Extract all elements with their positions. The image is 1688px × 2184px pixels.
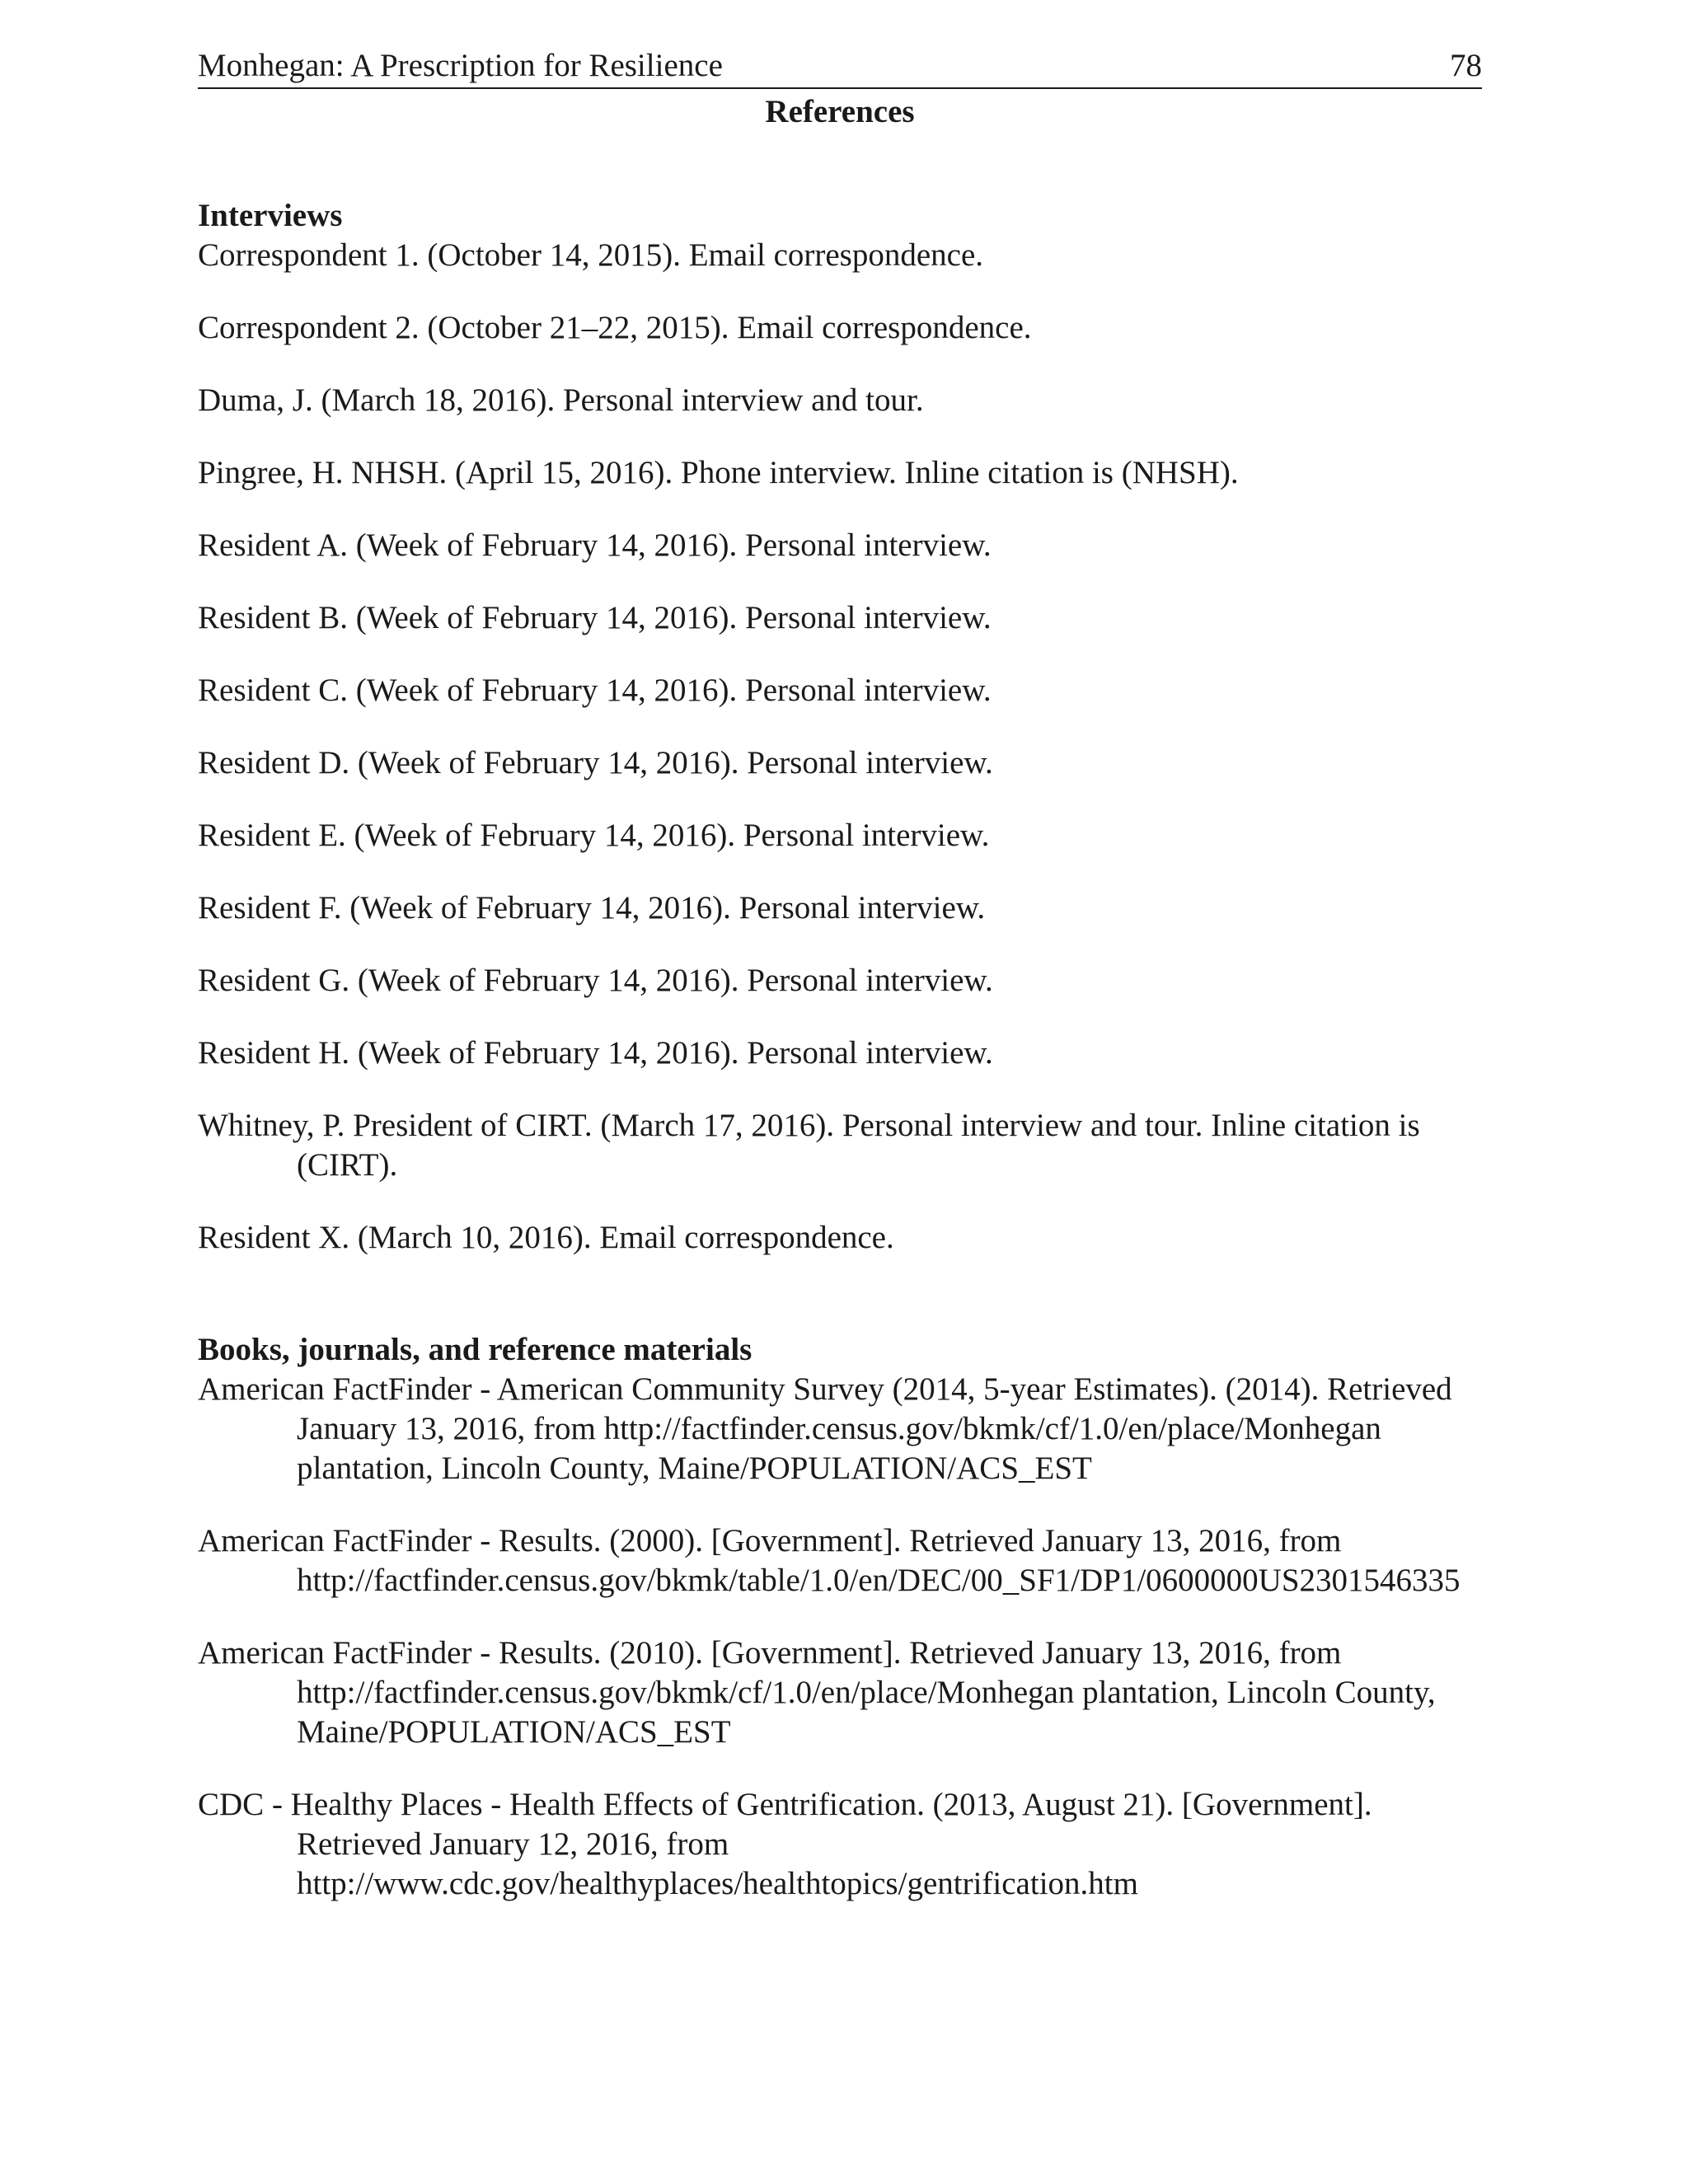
reference-entry: American FactFinder - Results. (2000). [Government]. Retrieved January 13, 2016, from http://factfinder.census.gov/bkmk/table/1.0/en/DEC/00_SF1/DP1/0600000US2301546335	[198, 1523, 1461, 1598]
reference-entry: Correspondent 1. (October 14, 2015). Email correspondence.	[198, 237, 984, 273]
section-heading-books: Books, journals, and reference materials	[198, 1332, 753, 1367]
reference-entry: Resident G. (Week of February 14, 2016). Personal interview.	[198, 963, 993, 998]
page-title: References	[765, 94, 915, 129]
reference-entry: Resident H. (Week of February 14, 2016). Personal interview.	[198, 1035, 993, 1071]
reference-entry: Resident D. (Week of February 14, 2016). Personal interview.	[198, 745, 993, 780]
page-number: 78	[1450, 48, 1482, 83]
reference-entry: Resident B. (Week of February 14, 2016). Personal interview.	[198, 600, 992, 635]
reference-entry: Whitney, P. President of CIRT. (March 17, 2016). Personal interview and tour. Inline citation is (CIRT).	[198, 1108, 1420, 1183]
reference-entry: Resident E. (Week of February 14, 2016). Personal interview.	[198, 818, 990, 853]
running-title: Monhegan: A Prescription for Resilience	[198, 48, 723, 83]
reference-entry: Pingree, H. NHSH. (April 15, 2016). Phone interview. Inline citation is (NHSH).	[198, 455, 1239, 490]
reference-entry: American FactFinder - American Community Survey (2014, 5-year Estimates). (2014). Retrieved January 13, 2016, from http://factfinder.census.gov/bkmk/cf/1.0/en/place/Monhegan plantation, Lincoln County, Maine/POPULATION/ACS_EST	[198, 1371, 1452, 1486]
reference-entry: Correspondent 2. (October 21–22, 2015). Email correspondence.	[198, 310, 1032, 345]
reference-entry: Resident C. (Week of February 14, 2016). Personal interview.	[198, 673, 992, 708]
reference-entry: Resident A. (Week of February 14, 2016). Personal interview.	[198, 527, 992, 563]
reference-entry: Resident X. (March 10, 2016). Email correspondence.	[198, 1220, 894, 1255]
reference-entry: Duma, J. (March 18, 2016). Personal interview and tour.	[198, 382, 924, 418]
reference-entry: Resident F. (Week of February 14, 2016). Personal interview.	[198, 890, 986, 926]
running-header	[198, 46, 1482, 89]
books-list	[198, 1370, 1482, 1904]
document-page	[198, 46, 1482, 1937]
interviews-list	[198, 236, 1482, 1258]
section-heading-interviews: Interviews	[198, 198, 343, 233]
reference-entry: American FactFinder - Results. (2010). [Government]. Retrieved January 13, 2016, from http://factfinder.census.gov/bkmk/cf/1.0/en/place/Monhegan plantation, Lincoln County, Maine/POPULATION/ACS_EST	[198, 1635, 1436, 1750]
reference-entry: CDC - Healthy Places - Health Effects of Gentrification. (2013, August 21). [Government]. Retrieved January 12, 2016, from http://www.cdc.gov/healthyplaces/healthtopics/gentrification.htm	[198, 1787, 1372, 1901]
